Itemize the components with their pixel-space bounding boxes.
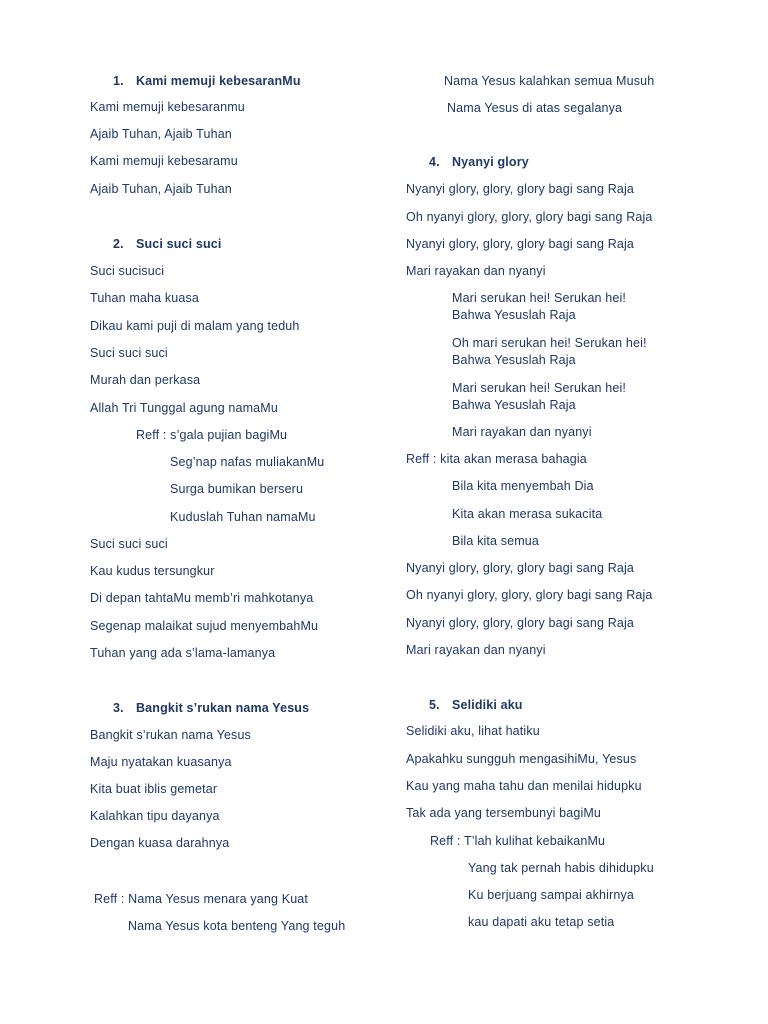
song-2-title: Suci suci suci [136,237,222,251]
lyric-line: Nyanyi glory, glory, glory bagi sang Raja [406,237,635,251]
reff-line: Reff : Nama Yesus menara yang Kuat [94,892,309,906]
lyric-line: Bila kita menyembah Dia [452,479,594,493]
lyric-line: Maju nyatakan kuasanya [90,755,232,769]
lyric-line: Kalahkan tipu dayanya [90,809,220,823]
lyric-line: Suci suci suci [90,346,168,360]
lyric-line: Kita buat iblis gemetar [90,782,218,796]
lyric-line: Apakahku sungguh mengasihiMu, Yesus [406,752,637,766]
lyric-line: Di depan tahtaMu memb’ri mahkotanya [90,591,314,605]
lyric-line: Mari rayakan dan nyanyi [406,264,546,278]
lyric-line: Kami memuji kebesaramu [90,154,238,168]
lyric-line: Suci suci suci [90,537,168,551]
lyric-line: Kita akan merasa sukacita [452,507,603,521]
lyric-line: Nama Yesus di atas segalanya [447,101,623,115]
lyric-line: Mari rayakan dan nyanyi [406,643,546,657]
lyric-line: Bahwa Yesuslah Raja [452,398,576,412]
song-1-title: Kami memuji kebesaranMu [136,74,301,88]
lyric-line: Kami memuji kebesaranmu [90,100,245,114]
song-4-number: 4. [429,155,440,169]
lyric-line: Suci sucisuci [90,264,165,278]
lyric-line: Kau yang maha tahu dan menilai hidupku [406,779,642,793]
lyric-line: Bahwa Yesuslah Raja [452,308,576,322]
lyric-line: Nama Yesus kota benteng Yang teguh [128,919,346,933]
song-2-number: 2. [113,237,124,251]
lyric-line: Allah Tri Tunggal agung namaMu [90,401,278,415]
reff-line: Reff : s’gala pujian bagiMu [136,428,288,442]
song-5-number: 5. [429,698,440,712]
lyric-line: Kau kudus tersungkur [90,564,215,578]
lyric-line: Oh mari serukan hei! Serukan hei! [452,336,647,350]
lyric-line: Nyanyi glory, glory, glory bagi sang Raja [406,616,635,630]
lyric-line: Oh nyanyi glory, glory, glory bagi sang Raja [406,210,653,224]
song-3-title: Bangkit s’rukan nama Yesus [136,701,310,715]
lyric-line: Nama Yesus kalahkan semua Musuh [444,74,655,88]
lyric-line: Segenap malaikat sujud menyembahMu [90,619,319,633]
lyric-line: Nyanyi glory, glory, glory bagi sang Raja [406,182,635,196]
lyric-line: Tuhan maha kuasa [90,291,199,305]
reff-line: Reff : kita akan merasa bahagia [406,452,587,466]
lyric-line: Yang tak pernah habis dihidupku [468,861,654,875]
lyric-line: Mari serukan hei! Serukan hei! [452,291,627,305]
lyric-line: Bahwa Yesuslah Raja [452,353,576,367]
lyric-line: Selidiki aku, lihat hatiku [406,724,540,738]
lyric-line: Ku berjuang sampai akhirnya [468,888,634,902]
lyric-line: Tak ada yang tersembunyi bagiMu [406,806,602,820]
lyric-line: Mari serukan hei! Serukan hei! [452,381,627,395]
lyric-line: Tuhan yang ada s’lama-lamanya [90,646,276,660]
lyric-line: Kuduslah Tuhan namaMu [170,510,316,524]
song-4-title: Nyanyi glory [452,155,529,169]
song-1-number: 1. [113,74,124,88]
lyric-line: Bila kita semua [452,534,540,548]
lyric-line: Dengan kuasa darahnya [90,836,230,850]
lyric-line: Dikau kami puji di malam yang teduh [90,319,300,333]
lyric-line: Oh nyanyi glory, glory, glory bagi sang Raja [406,588,653,602]
reff-line: Reff : T’lah kulihat kebaikanMu [430,834,606,848]
lyric-line: kau dapati aku tetap setia [468,915,615,929]
lyric-line: Seg’nap nafas muliakanMu [170,455,325,469]
lyric-line: Mari rayakan dan nyanyi [452,425,592,439]
song-3-number: 3. [113,701,124,715]
lyric-line: Bangkit s’rukan nama Yesus [90,728,251,742]
lyric-line: Surga bumikan berseru [170,482,304,496]
song-5-title: Selidiki aku [452,698,523,712]
lyric-line: Murah dan perkasa [90,373,201,387]
lyric-line: Nyanyi glory, glory, glory bagi sang Raja [406,561,635,575]
lyric-line: Ajaib Tuhan, Ajaib Tuhan [90,127,232,141]
lyric-line: Ajaib Tuhan, Ajaib Tuhan [90,182,232,196]
